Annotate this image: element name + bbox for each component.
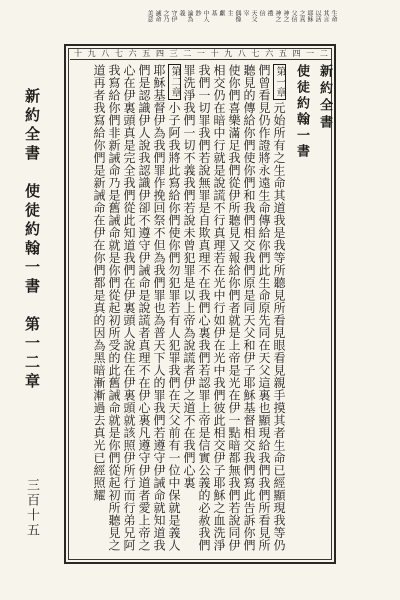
book-heading: 新約全書: [317, 64, 332, 132]
verse-number: 八: [237, 49, 246, 58]
scripture-body: [70, 64, 332, 558]
verse-number: 四: [292, 49, 301, 58]
margin-notes: [64, 10, 336, 42]
verse-number: 九: [87, 49, 96, 58]
page-number: 三百十五: [24, 478, 39, 538]
margin-note: 以活: [314, 10, 321, 22]
margin-note: 美意: [146, 10, 153, 22]
verse-number-row: [70, 48, 332, 60]
margin-note: 論為: [186, 10, 193, 22]
verse-number: 四: [155, 49, 164, 58]
verse-number: 九: [224, 49, 233, 58]
scripture-page: [12, 8, 388, 592]
margin-note: 耶穌: [306, 10, 313, 22]
chapter-marker: 第一章: [274, 66, 285, 98]
margin-note: 禮: [266, 10, 273, 16]
verse-number: 八: [101, 49, 110, 58]
margin-note: 神之: [282, 10, 289, 22]
chapter-marker: 第二章: [169, 66, 180, 98]
running-header: 新約全書 使徒約翰一書 第一二章: [23, 88, 41, 392]
verse-number: 七: [251, 49, 260, 58]
margin-note: 生命: [330, 10, 337, 22]
verse-number: 十: [210, 49, 219, 58]
margin-note: 宰: [242, 10, 249, 16]
margin-note: 之乃: [162, 10, 169, 22]
verse-number: 二: [319, 49, 328, 58]
margin-note: 神之: [274, 10, 281, 22]
margin-note: 主: [226, 10, 233, 16]
verse-number: 一: [196, 49, 205, 58]
margin-note: 天父: [250, 10, 257, 22]
margin-note: 偶像: [234, 10, 241, 22]
margin-note: 獻: [218, 10, 225, 16]
verse-number: 二: [183, 49, 192, 58]
margin-note: 父信: [290, 10, 297, 22]
margin-note: 中人: [202, 10, 209, 22]
margin-note: 信: [258, 10, 265, 16]
margin-note: 之真: [298, 10, 305, 22]
chapter-one: [181, 64, 286, 558]
chapter-two: [91, 64, 181, 558]
margin-note: 守伊: [170, 10, 177, 22]
verse-number: 七: [114, 49, 123, 58]
book-title: 使徒約翰一書: [294, 64, 309, 160]
margin-note: 其言: [322, 10, 329, 22]
chapter-one-text: 元始所有之生命其道我是我等所聽見所看見眼看見親手摸其者生命已經顯現我等仍們曾看見仍作證將永遠生命傳給你們此生命原先同在天父這裏也顯現給我們我們所看見所聽見的傳給你們使你們和我們相交我們原是同天父和伊子耶穌基督相交我們寫此告訴你們使你們喜樂滿足我們從伊所聽見又報給你們者就是上帝是光在伊一點暗都無我們若說同伊相交仍在暗中行就是說謊不行真理若在光中行如伊在光中我們彼此相交伊子耶穌之血洗淨我們一切罪我們若說無罪是自欺真理不在我們心裏我們若認罪上帝是信實公義的必赦我們罪洗淨我們一切不義我們若說未曾犯罪是以上帝為說謊者伊之道不在我們心裏: [182, 64, 286, 552]
margin-note: 鈔: [194, 10, 201, 16]
chapter-two-text: 小子阿我將此寫給你們使你們勿犯罪若有人犯罪我們在天父前有一位中保就是義人耶穌基督伊為我們罪作挽回祭不但為我們罪也為普天下人的罪我們若遵守伊誡命就知道我們是認識伊人說我認識伊卻不遵守伊誡命是說謊者真理不在伊心裏凡遵守伊道者愛上帝之心在伊裏頭真是完全我們從此知道我們在伊裏頭人說住在伊裏頭就該照伊所行而行弟兄阿我寫給你們非新誡命乃是舊誡命就是你們從起初所受的此舊誡命就是你們從起初所聽見之道再者我寫給你們是新誡命在伊在你們都是真的因為黑暗漸漸過去真光已經照耀: [92, 64, 181, 552]
verse-number: 五: [142, 49, 151, 58]
verse-number: 六: [128, 49, 137, 58]
verse-number: 五: [278, 49, 287, 58]
margin-note: 誡命: [154, 10, 161, 22]
margin-note: 義: [178, 10, 185, 16]
verse-number: 六: [265, 49, 274, 58]
verse-number: 十: [74, 49, 82, 58]
margin-note: 基: [210, 10, 217, 16]
verse-number: 一: [306, 49, 315, 58]
verse-number: 三: [169, 49, 178, 58]
